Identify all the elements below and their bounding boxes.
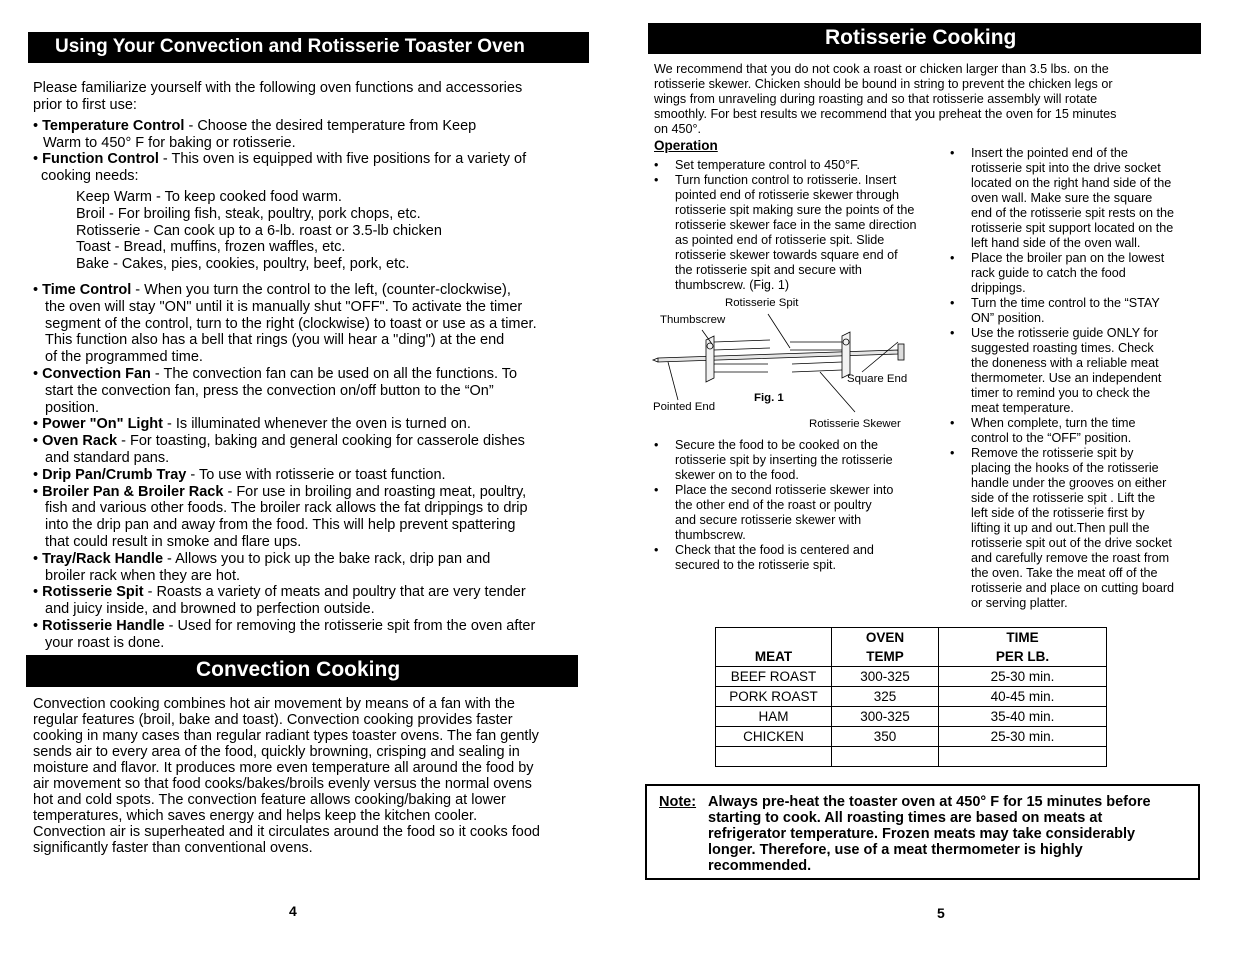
label-fig: Fig. 1 [754, 392, 784, 404]
operation-step [654, 483, 954, 543]
rotisserie-spit-item: • Rotisserie Spit - Roasts a variety of meats and poultry that are very tender [33, 584, 526, 601]
desc-line: start the convection fan, press the convection on/off button to the “On” [45, 382, 494, 399]
paragraph-line: Convection air is superheated and it circulates around the food so it cooks food [33, 824, 540, 840]
step-line: thumbscrew. [675, 528, 746, 542]
term: Convection Fan [42, 365, 151, 382]
cell-meat [716, 747, 832, 767]
step-line: • Set temperature control to 450°F. [675, 158, 860, 172]
operation-step [950, 326, 1205, 416]
table-row [716, 687, 1107, 707]
step-line: meat temperature. [971, 401, 1074, 415]
term: Rotisserie Spit [42, 584, 144, 601]
paragraph-line: significantly faster than conventional ovens. [33, 840, 313, 856]
desc: - Choose the desired temperature from Keep [184, 118, 477, 134]
paragraph-line: wings from unraveling during roasting and so that rotisserie assembly will rotate [654, 92, 1098, 106]
step-line: rotisserie skewer face in the same direction [675, 218, 917, 232]
label-square-end: Square End [847, 373, 908, 385]
note-line: longer. Therefore, use of a meat thermometer is highly [708, 842, 1083, 858]
step-line: or serving platter. [971, 596, 1068, 610]
term: Oven Rack [42, 433, 118, 450]
cell-time: 25-30 min. [939, 727, 1107, 747]
step-line: thumbscrew. (Fig. 1) [675, 278, 790, 292]
desc-line: cooking needs: [41, 167, 139, 184]
step-line: left side of the rotisserie first by [971, 506, 1145, 520]
temperature-control-item: • Temperature Control - Choose the desired temperature from Keep [33, 118, 477, 134]
function-mode: Bake - Cakes, pies, cookies, poultry, beef, pork, etc. [76, 256, 410, 273]
desc-line: of the programmed time. [45, 349, 203, 366]
function-modes-list [76, 189, 442, 273]
step-line: side of the rotisserie spit . Lift the [971, 491, 1156, 505]
step-line: rotisserie spit support located on the [971, 221, 1174, 235]
desc-line: segment of the control, turn to the right (clockwise) to toast or use as a timer. [45, 315, 537, 332]
spit-point [653, 358, 658, 362]
cell-meat: HAM [716, 707, 832, 727]
paragraph-line: regular features (broil, bake and toast). Convection cooking provides faster [33, 712, 513, 728]
oven-rack-item: • Oven Rack - For toasting, baking and general cooking for casserole dishes [33, 433, 525, 450]
desc: - Used for removing the rotisserie spit from the oven after [164, 617, 536, 634]
cell-meat: PORK ROAST [716, 687, 832, 707]
paragraph-line: on 450°. [654, 122, 702, 136]
step-line: drippings. [971, 281, 1026, 295]
leader-pointed-end [668, 362, 678, 400]
cell-temp: 300-325 [832, 707, 939, 727]
function-control-item: • Function Control - This oven is equipped with five positions for a variety of [33, 151, 527, 167]
desc-line: into the drip pan and away from the food. This will help prevent spattering [45, 517, 516, 534]
note-line: recommended. [708, 858, 812, 874]
step-line: • Check that the food is centered and [675, 543, 874, 557]
desc-line: your roast is done. [45, 634, 165, 651]
desc-line: position. [45, 399, 100, 416]
step-line: the rotisserie spit and secure with [675, 263, 862, 277]
step-line: left hand side of the oven wall. [971, 236, 1141, 250]
step-line: ON” position. [971, 311, 1045, 325]
header-line: PER LB. [995, 649, 1050, 664]
step-line: • When complete, turn the time [971, 416, 1136, 430]
step-line: thermometer. Use an independent [971, 371, 1162, 385]
step-line: the oven. Take the meat off of the [971, 566, 1158, 580]
header-meat: MEAT [716, 628, 832, 667]
label-rotisserie-spit: Rotisserie Spit [725, 297, 799, 309]
desc: - When you turn the control to the left, (counter-clockwise), [131, 282, 511, 298]
broiler-pan-item: • Broiler Pan & Broiler Rack - For use in broiling and roasting meat, poultry, [33, 483, 527, 500]
desc: - Is illuminated whenever the oven is turned on. [163, 416, 471, 433]
operation-step [654, 158, 954, 173]
step-line: skewer on to the food. [675, 468, 799, 482]
intro-paragraph [33, 80, 522, 113]
convection-fan-item: • Convection Fan - The convection fan can be used on all the functions. To [33, 365, 518, 382]
intro-line: prior to first use: [33, 96, 137, 113]
table-row [716, 667, 1107, 687]
step-line: rotisserie spit by inserting the rotisserie [675, 453, 893, 467]
note-box [645, 784, 1200, 880]
step-line: • Use the rotisserie guide ONLY for [971, 326, 1159, 340]
cell-temp: 300-325 [832, 667, 939, 687]
cell-time: 35-40 min. [939, 707, 1107, 727]
paragraph-line: hot and cold spots. The convection feature allows cooking/baking at lower [33, 792, 506, 808]
desc: - For use in broiling and roasting meat, poultry, [223, 483, 527, 500]
operation-step [950, 146, 1205, 251]
label-pointed-end: Pointed End [653, 401, 716, 413]
step-line: timer to remind you to check the [971, 386, 1151, 400]
convection-heading: Convection Cooking [26, 655, 578, 687]
step-line: lifting it up and out.Then pull the [971, 521, 1150, 535]
paragraph-line: sends air to every area of the food, quickly browning, crisping and sealing in [33, 744, 520, 760]
term: Rotisserie Handle [42, 617, 165, 634]
step-line: rotisserie and place on cutting board [971, 581, 1175, 595]
step-line: • Insert the pointed end of the [971, 146, 1128, 160]
label-thumbscrew: Thumbscrew [660, 314, 726, 326]
step-line: • Turn the time control to the “STAY [971, 296, 1160, 310]
square-end [898, 344, 904, 360]
step-line: rack guide to catch the food [971, 266, 1126, 280]
cell-time: 40-45 min. [939, 687, 1107, 707]
step-line: end of the rotisserie spit rests on the [971, 206, 1175, 220]
operation-step [654, 543, 954, 573]
note-line: Always pre-heat the toaster oven at 450° F for 15 minutes before [708, 794, 1151, 810]
desc-line: the oven will stay "ON" until it is manually shut "OFF". To activate the timer [45, 298, 523, 315]
power-light-item: • Power "On" Light - Is illuminated whenever the oven is turned on. [33, 416, 471, 433]
cell-temp: 350 [832, 727, 939, 747]
rotisserie-handle-item: • Rotisserie Handle - Used for removing the rotisserie spit from the oven after [33, 617, 536, 634]
operation-steps-right [950, 146, 1205, 611]
convection-paragraph [33, 696, 540, 856]
drip-pan-item: • Drip Pan/Crumb Tray - To use with rotisserie or toast function. [33, 466, 446, 483]
operation-steps-top [654, 158, 954, 293]
cell-time: 25-30 min. [939, 667, 1107, 687]
header-line: TEMP [866, 649, 904, 664]
desc-line: and standard pans. [45, 449, 170, 466]
cell-meat: BEEF ROAST [716, 667, 832, 687]
step-line: rotisserie spit into the drive socket [971, 161, 1161, 175]
note-label: Note: [659, 794, 697, 810]
step-line: located on the right hand side of the [971, 176, 1172, 190]
step-line: suggested roasting times. Check [971, 341, 1154, 355]
desc: - This oven is equipped with five positions for a variety of [158, 151, 527, 167]
operation-step [654, 438, 954, 483]
time-control-item: • Time Control - When you turn the control to the left, (counter-clockwise), [33, 282, 511, 298]
term: Power "On" Light [42, 416, 163, 433]
label-rotisserie-skewer: Rotisserie Skewer [809, 418, 901, 430]
desc: - To use with rotisserie or toast function. [186, 466, 446, 483]
step-line: • Secure the food to be cooked on the [675, 438, 879, 452]
step-line: rotisserie spit making sure the points of the [675, 203, 915, 217]
step-line: • Place the second rotisserie skewer into [675, 483, 894, 497]
operation-step [950, 296, 1205, 326]
step-line: the doneness with a reliable meat [971, 356, 1159, 370]
paragraph-line: air movement so that food cooks/bakes/broils evenly versus the normal ovens [33, 776, 532, 792]
spit-rod [658, 350, 898, 362]
term: Drip Pan/Crumb Tray [42, 466, 187, 483]
step-line: • Remove the rotisserie spit by [971, 446, 1134, 460]
term: Function Control [42, 151, 159, 167]
table-header-row [716, 628, 1107, 667]
function-mode: Rotisserie - Can cook up to a 6-lb. roast or 3.5-lb chicken [76, 222, 442, 239]
left-page-heading: Using Your Convection and Rotisserie Toaster Oven [28, 32, 589, 63]
operation-step [950, 446, 1205, 611]
header-oven-temp [832, 628, 939, 667]
step-line: control to the “OFF” position. [971, 431, 1132, 445]
step-line: placing the hooks of the rotisserie [971, 461, 1159, 475]
intro-line: Please familiarize yourself with the following oven functions and accessories [33, 80, 523, 96]
paragraph-line: temperatures, which saves energy and helps keep the kitchen cooler. [33, 808, 478, 824]
operation-step [950, 251, 1205, 296]
tray-handle-item: • Tray/Rack Handle - Allows you to pick up the bake rack, drip pan and [33, 550, 491, 567]
cell-temp [832, 747, 939, 767]
operation-heading: Operation [654, 138, 718, 153]
step-line: rotisserie spit out of the drive socket [971, 536, 1172, 550]
cell-temp: 325 [832, 687, 939, 707]
header-time [939, 628, 1107, 667]
leader-square-end [862, 342, 898, 372]
operation-step [950, 416, 1205, 446]
desc: - Allows you to pick up the bake rack, drip pan and [163, 550, 491, 567]
term: Tray/Rack Handle [42, 550, 164, 567]
operation-step [654, 173, 954, 293]
note-line: refrigerator temperature. Frozen meats may take considerably [708, 826, 1136, 842]
function-mode: Broil - For broiling fish, steak, poultry, pork chops, etc. [76, 205, 421, 222]
step-line: and carefully remove the roast from [971, 551, 1170, 565]
cell-meat: CHICKEN [716, 727, 832, 747]
step-line: • Turn function control to rotisserie. Insert [675, 173, 897, 187]
paragraph-line: moisture and flavor. It produces more even temperature all around the food by [33, 760, 534, 776]
note-text [708, 794, 1198, 874]
roasting-table [715, 627, 1107, 767]
cell-time [939, 747, 1107, 767]
paragraph-line: We recommend that you do not cook a roast or chicken larger than 3.5 lbs. on the [654, 62, 1109, 76]
header-line: OVEN [865, 630, 905, 645]
feature-list-bottom [33, 282, 537, 652]
desc: - For toasting, baking and general cooking for casserole dishes [117, 433, 525, 450]
function-mode: Keep Warm - To keep cooked food warm. [76, 189, 342, 205]
step-line: secured to the rotisserie spit. [675, 558, 836, 572]
note-line: starting to cook. All roasting times are based on meats at [708, 810, 1103, 826]
header-line: TIME [1006, 630, 1039, 645]
desc-line: fish and various other foods. The broiler rack allows the fat drippings to drip [45, 500, 528, 517]
step-line: oven wall. Make sure the square [971, 191, 1153, 205]
step-line: pointed end of rotisserie skewer through [675, 188, 900, 202]
step-line: handle under the grooves on either [971, 476, 1167, 490]
desc: - Roasts a variety of meats and poultry that are very tender [143, 584, 526, 601]
table-row-empty [716, 747, 1107, 767]
rotisserie-intro [654, 62, 1116, 137]
feature-list-top [33, 118, 526, 184]
step-line: the other end of the roast or poultry [675, 498, 872, 512]
paragraph-line: smoothly. For best results we recommend that you preheat the oven for 15 minutes [654, 107, 1117, 121]
term: Temperature Control [42, 118, 185, 134]
desc-line: This function also has a bell that rings (you will hear a "ding") at the end [45, 332, 505, 349]
leader-spit [768, 314, 790, 348]
paragraph-line: Convection cooking combines hot air movement by means of a fan with the [33, 696, 515, 712]
step-line: • Place the broiler pan on the lowest [971, 251, 1165, 265]
desc: - The convection fan can be used on all the functions. To [150, 365, 518, 382]
desc-line: and juicy inside, and browned to perfection outside. [45, 601, 375, 618]
desc-line: that could result in smoke and flare ups. [45, 533, 302, 550]
term: Time Control [42, 282, 132, 298]
desc-line: Warm to 450° F for baking or rotisserie. [43, 134, 296, 151]
function-mode: Toast - Bread, muffins, frozen waffles, etc. [76, 239, 346, 256]
table-row [716, 707, 1107, 727]
desc-line: broiler rack when they are hot. [45, 567, 241, 584]
term: Broiler Pan & Broiler Rack [42, 483, 224, 500]
step-line: as pointed end of rotisserie spit. Slide [675, 233, 885, 247]
operation-steps-bottom [654, 438, 954, 573]
step-line: rotisserie skewer towards square end of [675, 248, 898, 262]
paragraph-line: rotisserie skewer. Chicken should be bound in string to prevent the chicken legs or [654, 77, 1113, 91]
paragraph-line: cooking in many cases than regular radiant types toaster ovens. The fan gently [33, 728, 539, 744]
page-number-left: 4 [289, 903, 297, 919]
page-number-right: 5 [937, 905, 945, 921]
step-line: and secure rotisserie skewer with [675, 513, 862, 527]
right-page-heading: Rotisserie Cooking [648, 23, 1201, 54]
table-row [716, 727, 1107, 747]
